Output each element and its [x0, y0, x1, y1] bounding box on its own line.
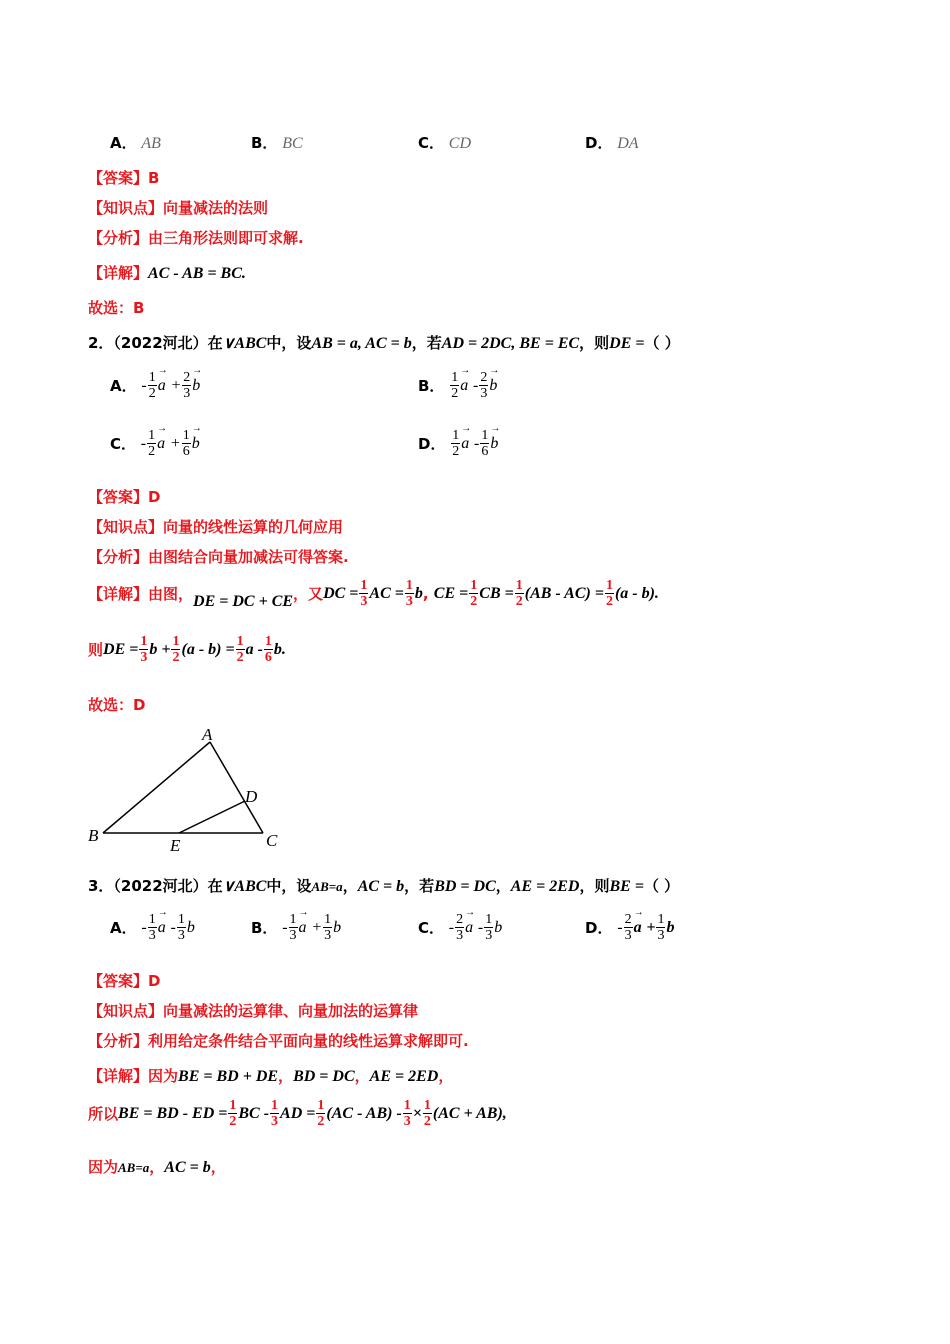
q2-knowledge: 【知识点】向量的线性运算的几何应用 — [88, 518, 344, 536]
q2-analysis: 【分析】由图结合向量加减法可得答案. — [88, 548, 349, 566]
fraction: $\frac{1}{6}$ — [182, 428, 190, 459]
q3-detail-line3: 因为AB=a，AC = b， — [88, 1158, 226, 1176]
q3-detail-line2: 所以 BE = BD - ED = $\frac{1}{2}$ BC - $\frac{1}{3}$ AD = $\frac{1}{2}$ (AC - AB) - $\frac{1}{3}$ × $\frac{1}{2}$ (AC + AB), — [88, 1098, 507, 1129]
q1-option-d: D． DA — [585, 134, 639, 152]
fraction: $\frac{1}{2}$ — [317, 1098, 325, 1129]
label-d: D — [245, 787, 258, 806]
q3-option-d: D． - $\frac{2}{3}$ → a + $\frac{1}{3}$ b — [585, 912, 674, 943]
fraction: $\frac{1}{3}$ — [177, 912, 185, 943]
fraction: $\frac{1}{3}$ — [403, 1098, 411, 1129]
label-a: A — [202, 725, 213, 744]
fraction: $\frac{1}{3}$ — [485, 912, 493, 943]
q2-option-a: A． - $\frac{1}{2}$ → a + $\frac{2}{3}$ → b — [110, 370, 200, 401]
fraction: $\frac{1}{2}$ — [451, 370, 459, 401]
label-b: B — [88, 826, 99, 845]
fraction: $\frac{1}{2}$ — [148, 370, 156, 401]
q3-detail-line1: 【详解】因为BE = BD + DE，BD = DC，AE = 2ED， — [88, 1067, 454, 1085]
label-e: E — [170, 836, 181, 855]
fraction: $\frac{1}{6}$ — [481, 428, 489, 459]
fraction: $\frac{1}{3}$ — [324, 912, 332, 943]
q2-choice: 故选：D — [88, 696, 146, 714]
q1-analysis: 【分析】由三角形法则即可求解. — [88, 229, 304, 247]
q1-detail: 【详解】AC - AB = BC. — [88, 264, 246, 282]
q1-option-b: B． BC — [251, 134, 303, 152]
q1-option-a: A． AB — [110, 134, 161, 152]
fraction: $\frac{1}{2}$ — [470, 578, 478, 609]
fraction: $\frac{1}{3}$ — [148, 912, 156, 943]
q3-option-b: B． - $\frac{1}{3}$ → a + $\frac{1}{3}$ b — [251, 912, 341, 943]
fraction: $\frac{2}{3}$ — [624, 912, 632, 943]
fraction: $\frac{1}{2}$ — [236, 634, 244, 665]
q3-option-c: C． - $\frac{2}{3}$ → a - $\frac{1}{3}$ b — [418, 912, 502, 943]
q1-knowledge: 【知识点】向量减法的法则 — [88, 199, 269, 217]
q3-stem: 3．（2022河北）在∨ABC中，设AB=a，AC = b，若BD = DC，AE = 2ED，则BE =（ ） — [88, 877, 680, 895]
fraction: $\frac{1}{3}$ — [140, 634, 148, 665]
fraction: $\frac{1}{2}$ — [452, 428, 460, 459]
fraction: $\frac{2}{3}$ — [480, 370, 488, 401]
q2-option-b: B． $\frac{1}{2}$ → a - $\frac{2}{3}$ → b — [418, 370, 497, 401]
fraction: $\frac{1}{6}$ — [264, 634, 272, 665]
fraction: $\frac{1}{2}$ — [148, 428, 156, 459]
side-ab — [103, 742, 210, 833]
triangle-figure — [80, 720, 300, 860]
fraction: $\frac{1}{2}$ — [229, 1098, 237, 1129]
fraction: $\frac{1}{3}$ — [360, 578, 368, 609]
q2-detail-line1: 【详解】由图， DE = DC + CE ，又 DC = $\frac{1}{3}$ AC = $\frac{1}{3}$ b , CE = $\frac{1}{2}$ CB = $\frac{1}{2}$ (AB - AC) = $\frac{1}{2}$ (a - b). — [88, 578, 659, 610]
fraction: $\frac{1}{3}$ — [289, 912, 297, 943]
fraction: $\frac{2}{3}$ — [183, 370, 191, 401]
fraction: $\frac{1}{3}$ — [271, 1098, 279, 1129]
q2-detail-line2: 则 DE = $\frac{1}{3}$ b + $\frac{1}{2}$ (a - b) = $\frac{1}{2}$ a - $\frac{1}{6}$ b. — [88, 634, 286, 665]
q3-answer: 【答案】D — [88, 972, 161, 990]
q1-answer: 【答案】B — [88, 169, 160, 187]
fraction: $\frac{1}{3}$ — [405, 578, 413, 609]
q2-option-d: D． $\frac{1}{2}$ → a - $\frac{1}{6}$ → b — [418, 428, 498, 459]
fraction: $\frac{1}{3}$ — [657, 912, 665, 943]
fraction: $\frac{1}{2}$ — [423, 1098, 431, 1129]
fraction: $\frac{2}{3}$ — [456, 912, 464, 943]
fraction: $\frac{1}{2}$ — [605, 578, 613, 609]
q2-answer: 【答案】D — [88, 488, 161, 506]
q3-analysis: 【分析】利用给定条件结合平面向量的线性运算求解即可. — [88, 1032, 469, 1050]
label-c: C — [266, 831, 278, 850]
q1-choice: 故选：B — [88, 299, 145, 317]
q2-stem: 2．（2022河北）在∨ABC中，设AB = a, AC = b，若AD = 2DC, BE = EC，则DE =（ ） — [88, 334, 680, 352]
fraction: $\frac{1}{2}$ — [515, 578, 523, 609]
q2-option-c: C． - $\frac{1}{2}$ → a + $\frac{1}{6}$ → b — [110, 428, 200, 459]
fraction: $\frac{1}{2}$ — [172, 634, 180, 665]
segment-de — [179, 801, 245, 833]
q3-option-a: A． - $\frac{1}{3}$ → a - $\frac{1}{3}$ b — [110, 912, 195, 943]
q1-option-c: C． CD — [418, 134, 472, 152]
q3-knowledge: 【知识点】向量减法的运算律、向量加法的运算律 — [88, 1002, 419, 1020]
